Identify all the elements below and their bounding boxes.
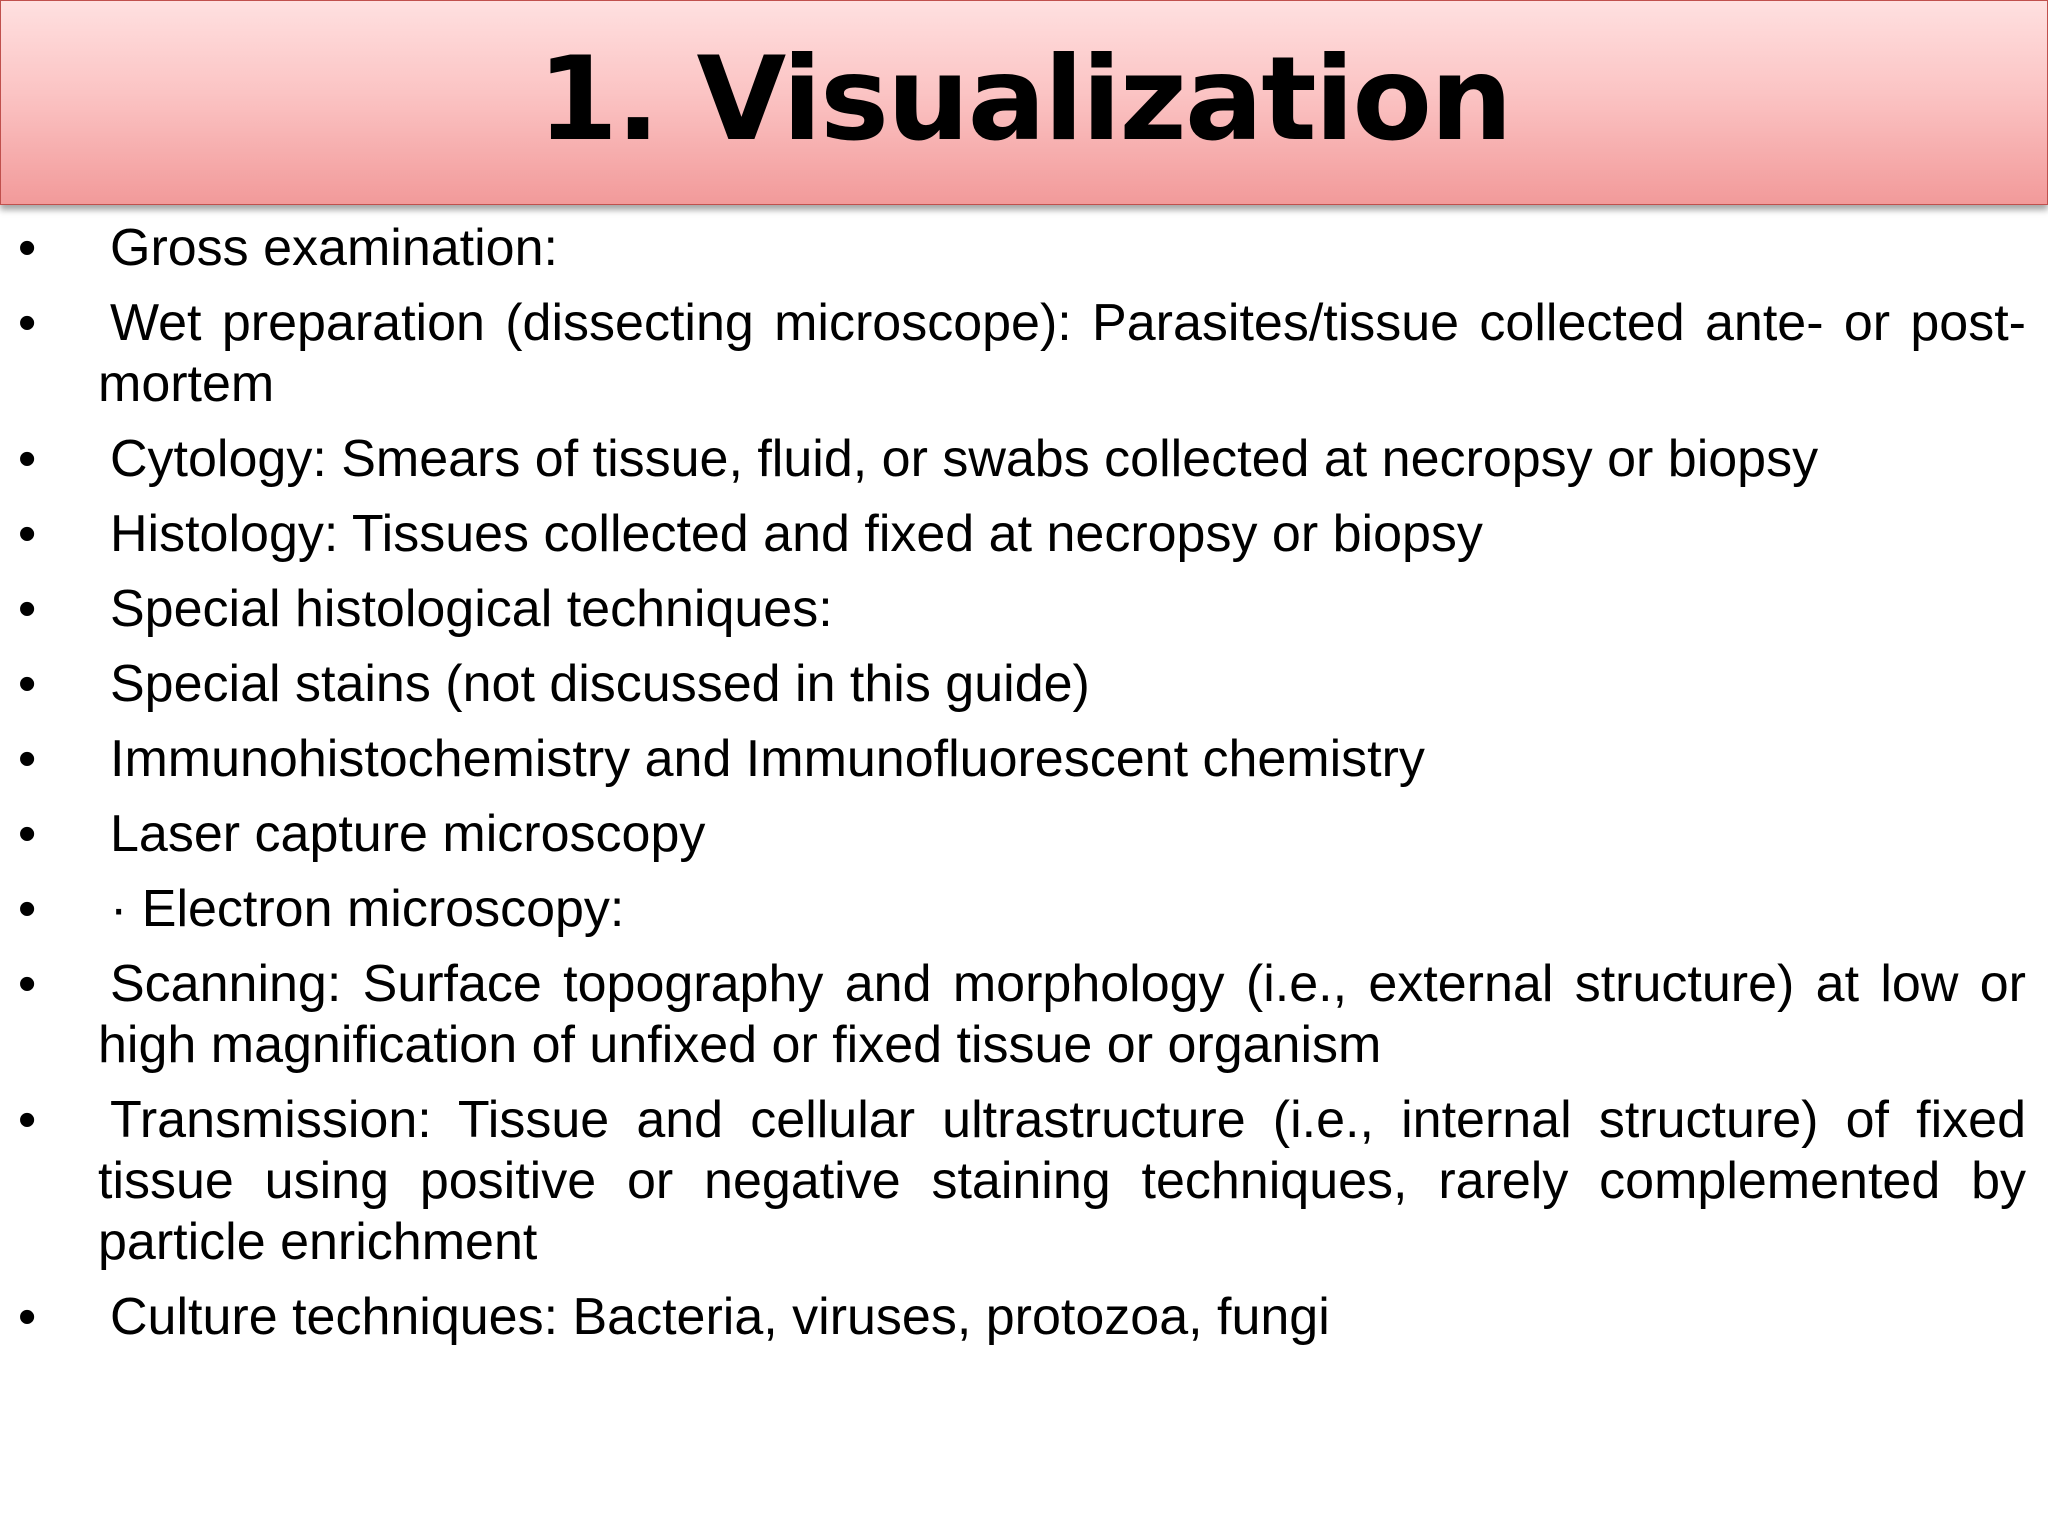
list-item-text: Special histological techniques:: [110, 580, 833, 638]
slide-title-bar: [0, 0, 2048, 205]
bullet-icon: •: [18, 580, 37, 638]
list-item-text: Laser capture microscopy: [110, 805, 706, 863]
list-item-text: Wet preparation (dissecting microscope): Parasites/tissue collected ante- or post-mortem: [98, 294, 2026, 413]
list-item-text: Special stains (not discussed in this guide): [110, 655, 1090, 713]
slide-title: 1. Visualization: [537, 31, 1511, 167]
list-item: [0, 579, 2026, 640]
list-item: [0, 879, 2026, 940]
bullet-icon: •: [18, 880, 37, 938]
bullet-icon: •: [18, 955, 37, 1013]
list-item-text: · Electron microscopy:: [110, 880, 625, 938]
list-item: [0, 218, 2026, 279]
list-item: [0, 729, 2026, 790]
list-item-text: Gross examination:: [110, 219, 558, 277]
list-item: [0, 429, 2026, 490]
bullet-icon: •: [18, 430, 37, 488]
bullet-icon: •: [18, 219, 37, 277]
bullet-icon: •: [18, 1288, 37, 1346]
bullet-icon: •: [18, 805, 37, 863]
list-item: [0, 654, 2026, 715]
bullet-list: [0, 218, 2026, 1362]
list-item: [0, 1090, 2026, 1273]
list-item-text: Scanning: Surface topography and morphology (i.e., external structure) at low or high magnification of unfixed or fixed tissue or organism: [98, 955, 2026, 1074]
list-item: [0, 504, 2026, 565]
list-item-text: Immunohistochemistry and Immunofluorescent chemistry: [110, 730, 1425, 788]
list-item-text: Cytology: Smears of tissue, fluid, or swabs collected at necropsy or biopsy: [110, 430, 1819, 488]
list-item-text: Transmission: Tissue and cellular ultrastructure (i.e., internal structure) of fixed tissue using positive or negative staining techniques, rarely complemented by particle enrichment: [98, 1091, 2026, 1271]
list-item-text: Histology: Tissues collected and fixed at necropsy or biopsy: [110, 505, 1483, 563]
bullet-icon: •: [18, 655, 37, 713]
bullet-icon: •: [18, 294, 37, 352]
list-item: [0, 954, 2026, 1076]
bullet-icon: •: [18, 505, 37, 563]
list-item-text: Culture techniques: Bacteria, viruses, protozoa, fungi: [110, 1288, 1330, 1346]
bullet-icon: •: [18, 730, 37, 788]
list-item: [0, 1287, 2026, 1348]
bullet-icon: •: [18, 1091, 37, 1149]
list-item: [0, 293, 2026, 415]
list-item: [0, 804, 2026, 865]
